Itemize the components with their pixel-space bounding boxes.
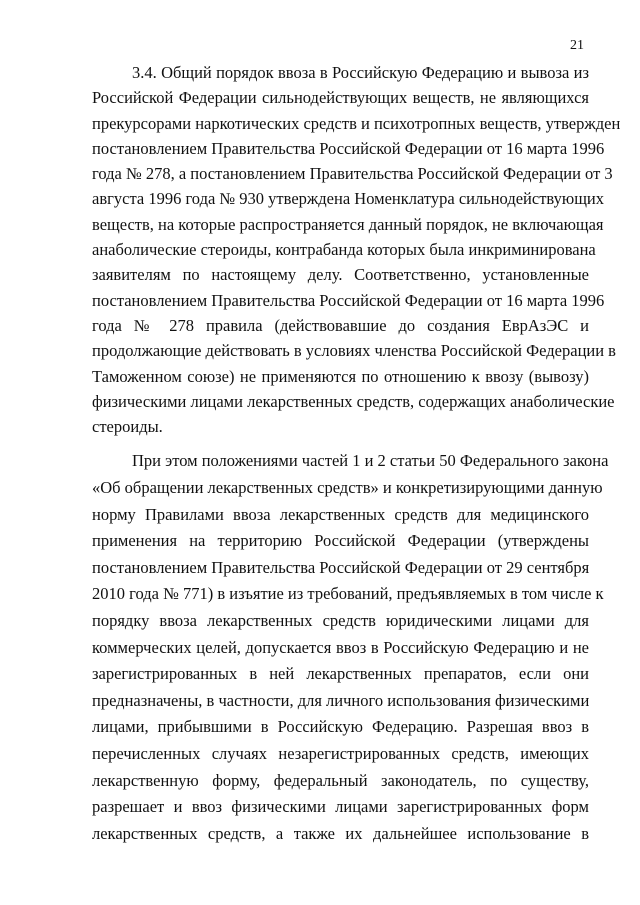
text-line: лекарственных средств, а также их дальнейшее использование в (92, 823, 589, 843)
text-line: Таможенном союзе) не применяются по отношению к ввозу (вывозу) (92, 366, 589, 386)
text-line: зарегистрированных в ней лекарственных препаратов, если они (92, 664, 589, 684)
text-line: порядку ввоза лекарственных средств юридическими лицами для (92, 611, 589, 631)
text-line: постановлением Правительства Российской Федерации от 16 марта 1996 (92, 138, 605, 158)
text-line: августа 1996 года № 930 утверждена Номенклатура сильнодействующих (92, 189, 605, 209)
text-line: прекурсорами наркотических средств и психотропных веществ, утвержден (92, 113, 621, 133)
text-line: заявителям по настоящему делу. Соответственно, установленные (92, 265, 589, 285)
text-line: коммерческих целей, допускается ввоз в Российскую Федерацию и не (92, 637, 589, 657)
text-line: норму Правилами ввоза лекарственных средств для медицинского (92, 504, 589, 524)
text-line: Российской Федерации сильнодействующих веществ, не являющихся (92, 88, 589, 108)
paragraph-article-50 (92, 448, 609, 847)
text-line: разрешает и ввоз физическими лицами зарегистрированных форм (92, 797, 589, 817)
text-line: анаболические стероиды, контрабанда которых была инкриминирована (92, 240, 596, 260)
text-line: перечисленных случаях незарегистрированных средств, имеющих (92, 743, 589, 763)
page-number: 21 (570, 38, 584, 53)
text-line: «Об обращении лекарственных средств» и конкретизирующими данную (92, 478, 603, 498)
document-body (92, 60, 621, 847)
text-line: лекарственную форму, федеральный законодатель, по существу, (92, 770, 589, 790)
text-line: При этом положениями частей 1 и 2 статьи 50 Федерального закона (132, 451, 609, 471)
text-line: постановлением Правительства Российской Федерации от 16 марта 1996 (92, 290, 605, 310)
text-line: постановлением Правительства Российской Федерации от 29 сентября (92, 557, 590, 577)
text-line: применения на территорию Российской Федерации (утверждены (92, 531, 589, 551)
text-line: лицами, прибывшими в Российскую Федерацию. Разрешая ввоз в (92, 717, 589, 737)
text-line: 2010 года № 771) в изъятие из требований, предъявляемых в том числе к (92, 584, 604, 604)
text-line: года № 278 правила (действовавшие до создания ЕврАзЭС и (92, 315, 589, 335)
text-line: стероиды. (92, 417, 163, 437)
text-line: года № 278, а постановлением Правительства Российской Федерации от 3 (92, 164, 613, 184)
text-line: веществ, на которые распространяется данный порядок, не включающая (92, 214, 604, 234)
text-line: предназначены, в частности, для личного использования физическими (92, 690, 590, 710)
text-line: физическими лицами лекарственных средств, содержащих анаболические (92, 391, 615, 411)
text-line: 3.4. Общий порядок ввоза в Российскую Федерацию и вывоза из (132, 63, 589, 82)
text-line: продолжающие действовать в условиях членства Российской Федерации в (92, 341, 616, 361)
paragraph-3-4 (92, 60, 621, 439)
